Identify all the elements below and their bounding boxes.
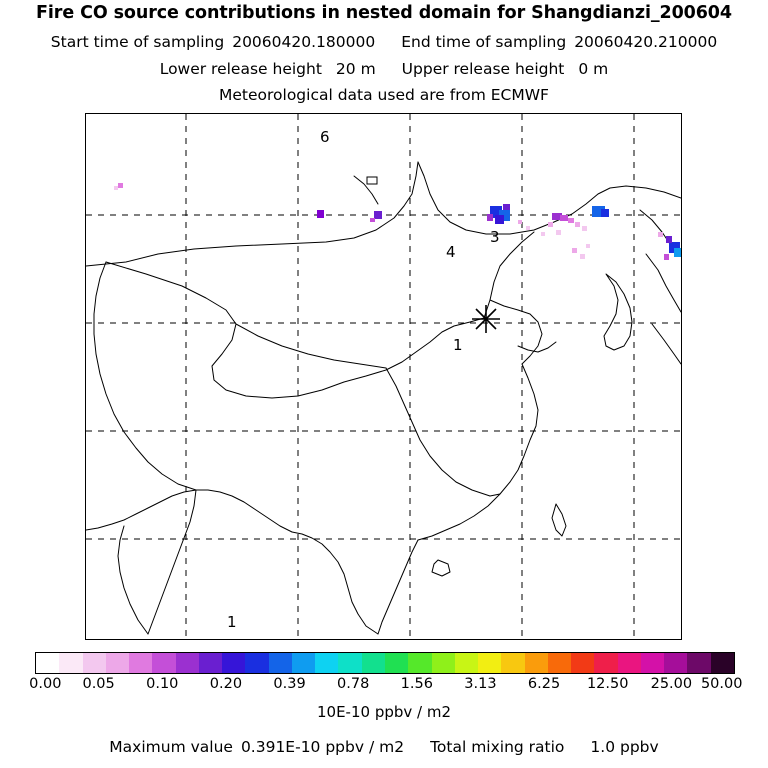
colorbar-axis-title: 10E-10 ppbv / m2 xyxy=(316,703,452,721)
colorbar-cell-0 xyxy=(36,653,59,673)
colorbar-cell-14 xyxy=(362,653,385,673)
lower-release-label: Lower release height xyxy=(159,60,322,78)
max-value-label: Maximum value xyxy=(109,738,233,756)
colorbar-cell-3 xyxy=(106,653,129,673)
colorbar-cell-8 xyxy=(222,653,245,673)
colorbar-cell-21 xyxy=(525,653,548,673)
start-time-label: Start time of sampling xyxy=(50,33,225,51)
colorbar-cell-20 xyxy=(501,653,524,673)
colorbar-cell-9 xyxy=(245,653,268,673)
colorbar-tick-0: 0.00 xyxy=(29,676,62,692)
footer-stats xyxy=(0,738,768,756)
colorbar-cell-23 xyxy=(571,653,594,673)
map-coastlines xyxy=(86,162,681,634)
receptor-star-marker xyxy=(472,305,500,333)
upper-release-value: 0 m xyxy=(578,60,609,78)
colorbar-tick-labels xyxy=(29,676,768,694)
colorbar-tick-8: 6.25 xyxy=(527,676,561,692)
colorbar-cell-28 xyxy=(687,653,710,673)
colorbar-cell-29 xyxy=(711,653,734,673)
colorbar-tick-3: 0.20 xyxy=(209,676,243,692)
colorbar-cell-15 xyxy=(385,653,408,673)
lower-release-value: 20 m xyxy=(335,60,376,78)
colorbar-cell-6 xyxy=(176,653,199,673)
colorbar-tick-10: 25.00 xyxy=(650,676,693,692)
colorbar-tick-1: 0.05 xyxy=(82,676,115,692)
colorbar-cell-26 xyxy=(641,653,664,673)
max-value: 0.391E-10 ppbv / m2 xyxy=(240,738,405,756)
map-panel xyxy=(85,113,682,640)
colorbar-cell-12 xyxy=(315,653,338,673)
start-time-value: 20060420.180000 xyxy=(232,33,376,51)
colorbar-cell-18 xyxy=(455,653,478,673)
colorbar-cell-27 xyxy=(664,653,687,673)
grid-label-6: 6 xyxy=(320,128,330,146)
colorbar-tick-7: 3.13 xyxy=(464,676,497,692)
colorbar xyxy=(29,652,743,692)
end-time-label: End time of sampling xyxy=(401,33,567,51)
end-time-value: 20060420.210000 xyxy=(574,33,718,51)
colorbar-cell-7 xyxy=(199,653,222,673)
grid-label-1: 1 xyxy=(453,336,463,354)
colorbar-cell-5 xyxy=(152,653,175,673)
page-title: Fire CO source contributions in nested domain for Shangdianzi_200604 xyxy=(36,3,732,23)
total-mixing-value: 1.0 ppbv xyxy=(590,738,659,756)
colorbar-tick-5: 0.78 xyxy=(337,676,370,692)
grid-label-4: 4 xyxy=(446,243,456,261)
colorbar-cell-24 xyxy=(594,653,617,673)
colorbar-cell-17 xyxy=(432,653,455,673)
colorbar-cell-10 xyxy=(269,653,292,673)
colorbar-strip xyxy=(35,652,735,674)
meteo-source-line: Meteorological data used are from ECMWF xyxy=(219,86,549,104)
colorbar-tick-4: 0.39 xyxy=(273,676,306,692)
colorbar-cell-4 xyxy=(129,653,152,673)
colorbar-cell-22 xyxy=(548,653,571,673)
release-height-line xyxy=(0,60,768,78)
colorbar-cell-13 xyxy=(338,653,361,673)
colorbar-tick-11: 50.00 xyxy=(700,676,743,692)
colorbar-cell-25 xyxy=(618,653,641,673)
colorbar-tick-9: 12.50 xyxy=(586,676,629,692)
grid-label-3: 3 xyxy=(490,228,500,246)
total-mixing-label: Total mixing ratio xyxy=(430,738,565,756)
colorbar-tick-2: 0.10 xyxy=(146,676,179,692)
colorbar-cell-16 xyxy=(408,653,431,673)
colorbar-cell-11 xyxy=(292,653,315,673)
grid-label-1b: 1 xyxy=(227,613,237,631)
colorbar-cell-19 xyxy=(478,653,501,673)
fire-source-pixels xyxy=(114,177,681,260)
upper-release-label: Upper release height xyxy=(401,60,565,78)
colorbar-cell-2 xyxy=(83,653,106,673)
sampling-time-line xyxy=(0,33,768,51)
map-grid-labels xyxy=(227,128,500,631)
colorbar-cell-1 xyxy=(59,653,82,673)
colorbar-tick-6: 1.56 xyxy=(400,676,433,692)
